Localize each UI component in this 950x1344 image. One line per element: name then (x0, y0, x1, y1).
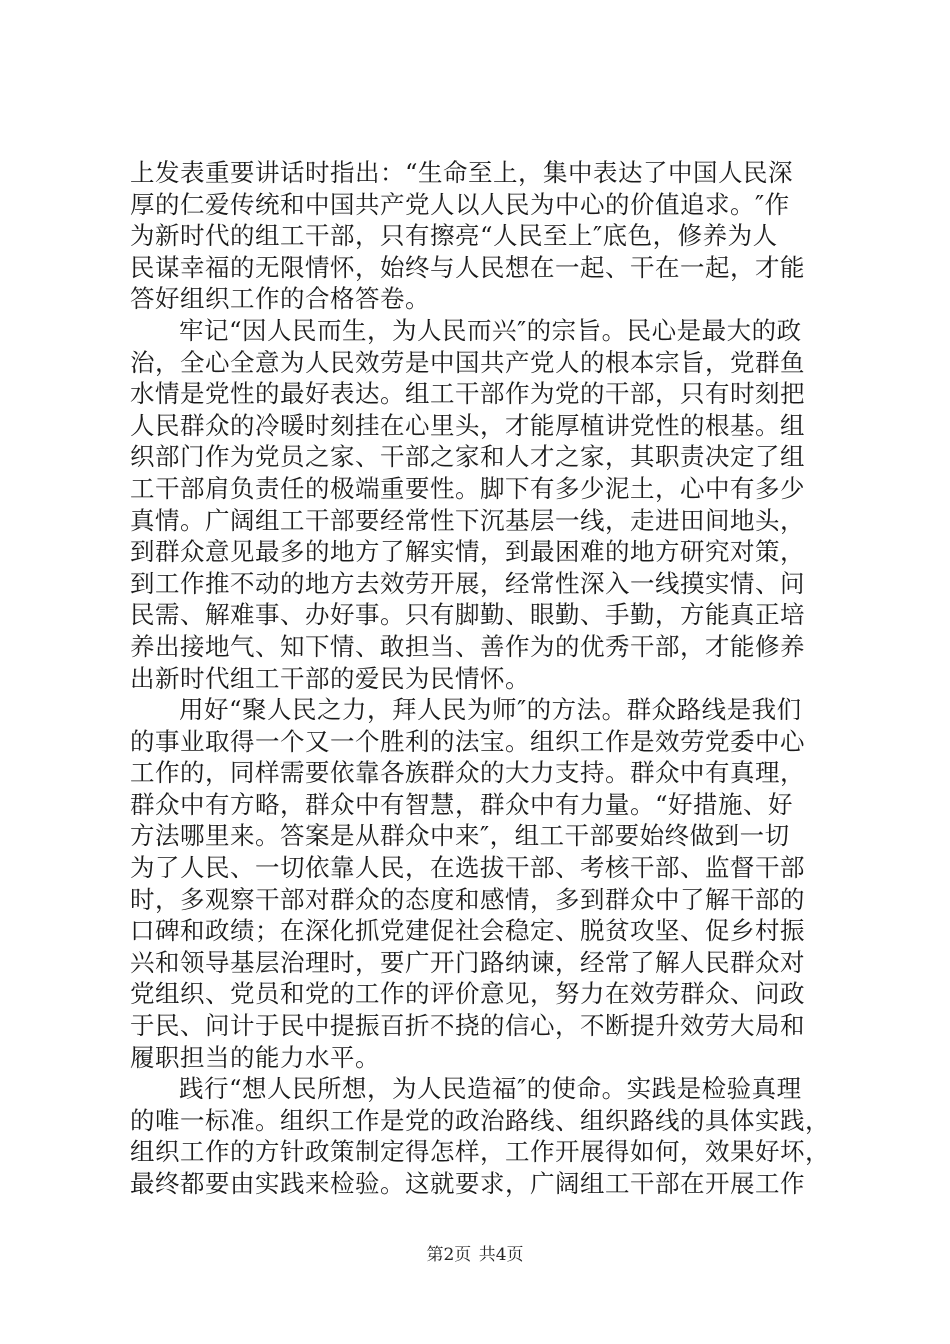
page-total: 共4页 (478, 1245, 524, 1265)
text-line: 口碑和政绩；在深化抓党建促社会稳定、脱贫攻坚、促乡村振 (130, 916, 805, 946)
text-line: 民需、解难事、办好事。只有脚勤、眼勤、手勤，方能真正培 (130, 600, 805, 630)
text-line: 厚的仁爱传统和中国共产党人以人民为中心的价值追求。″作 (130, 189, 790, 219)
text-line: 养出接地气、知下情、敢担当、善作为的优秀干部，才能修养 (130, 631, 805, 661)
text-line: 到工作推不动的地方去效劳开展，经常性深入一线摸实情、问 (130, 568, 805, 598)
document-body (130, 157, 830, 1200)
text-line: 最终都要由实践来检验。这就要求，广阔组工干部在开展工作 (130, 1169, 805, 1198)
text-line: 为新时代的组工干部，只有擦亮“人民至上″底色，修养为人 (130, 221, 778, 251)
text-line: 的唯一标准。组织工作是党的政治路线、组织路线的具体实践， (130, 1105, 830, 1135)
text-line: 方法哪里来。答案是从群众中来″，组工干部要始终做到一切 (130, 821, 790, 851)
text-line: 治，全心全意为人民效劳是中国共产党人的根本宗旨，党群鱼 (130, 347, 805, 377)
paragraph-start-line: 牢记“因人民而生，为人民而兴″的宗旨。民心是最大的政 (179, 315, 802, 345)
text-line: 组织工作的方针政策制定得怎样，工作开展得如何，效果好坏， (130, 1137, 830, 1167)
paragraph-start-line: 用好“聚人民之力，拜人民为师″的方法。群众路线是我们 (179, 695, 802, 725)
text-line: 水情是党性的最好表达。组工干部作为党的干部，只有时刻把 (130, 379, 805, 409)
text-line: 答好组织工作的合格答卷。 (130, 284, 430, 314)
text-line: 织部门作为党员之家、干部之家和人才之家，其职责决定了组 (130, 442, 805, 472)
text-line: 到群众意见最多的地方了解实情，到最困难的地方研究对策， (130, 537, 805, 567)
text-line: 真情。广阔组工干部要经常性下沉基层一线，走进田间地头， (130, 505, 805, 535)
text-line: 工干部肩负责任的极端重要性。脚下有多少泥土，心中有多少 (130, 473, 805, 503)
text-line: 履职担当的能力水平。 (130, 1042, 380, 1072)
paragraph-start-line: 践行“想人民所想，为人民造福″的使命。实践是检验真理 (179, 1074, 802, 1104)
text-line: 人民群众的冷暖时刻挂在心里头，才能厚植讲党性的根基。组 (130, 410, 805, 440)
text-line: 于民、问计于民中提振百折不挠的信心，不断提升效劳大局和 (130, 1011, 805, 1041)
text-line: 民谋幸福的无限情怀，始终与人民想在一起、干在一起，才能 (130, 252, 805, 282)
text-line: 时，多观察干部对群众的态度和感情，多到群众中了解干部的 (130, 884, 805, 914)
text-line: 兴和领导基层治理时，要广开门路纳谏，经常了解人民群众对 (130, 947, 805, 977)
text-line: 群众中有方略，群众中有智慧，群众中有力量。“好措施、好 (130, 789, 794, 819)
text-line: 上发表重要讲话时指出：“生命至上，集中表达了中国人民深 (130, 158, 794, 187)
text-line: 的事业取得一个又一个胜利的法宝。组织工作是效劳党委中心 (130, 726, 805, 756)
page-footer (0, 1240, 950, 1265)
text-line: 为了人民、一切依靠人民，在选拔干部、考核干部、监督干部 (130, 853, 805, 883)
text-line: 出新时代组工干部的爱民为民情怀。 (130, 663, 530, 693)
page-number: 第2页 (426, 1245, 472, 1265)
text-line: 工作的，同样需要依靠各族群众的大力支持。群众中有真理， (130, 758, 805, 788)
text-line: 党组织、党员和党的工作的评价意见，努力在效劳群众、问政 (130, 979, 805, 1009)
